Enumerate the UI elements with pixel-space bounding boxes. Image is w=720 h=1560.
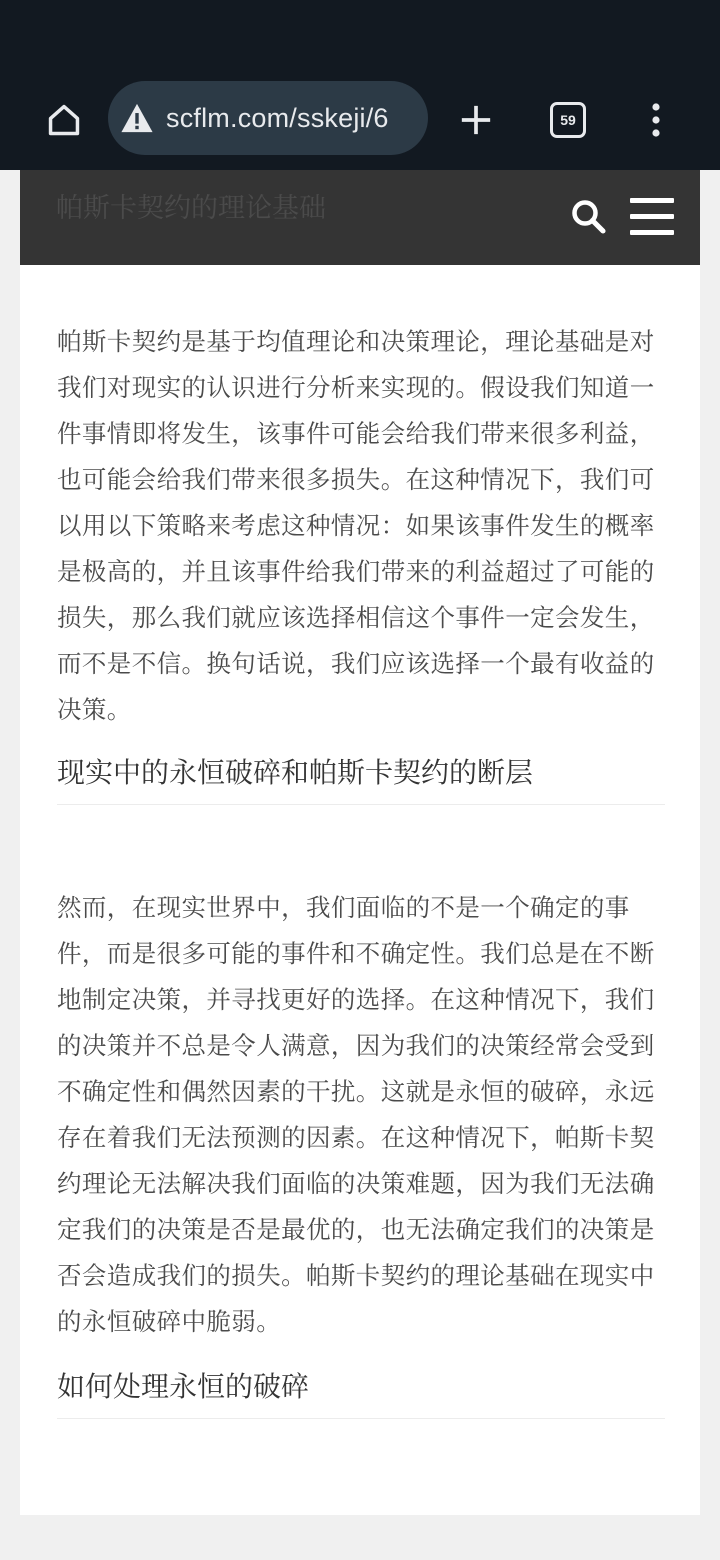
home-button[interactable]: [40, 96, 88, 144]
divider: [57, 1418, 665, 1419]
divider: [57, 804, 665, 805]
new-tab-button[interactable]: [452, 96, 500, 144]
page-footer-band: [20, 1515, 700, 1560]
section-heading-3: 如何处理永恒的破碎: [57, 1370, 310, 1403]
overflow-menu-button[interactable]: [632, 96, 680, 144]
warning-icon: [120, 101, 154, 135]
more-vert-icon: [651, 103, 661, 137]
tab-switcher-button[interactable]: [544, 96, 592, 144]
browser-toolbar: [0, 70, 720, 170]
search-icon[interactable]: [570, 198, 606, 234]
address-bar[interactable]: [108, 81, 428, 155]
article-body: [57, 319, 667, 1419]
paragraph-1: 帕斯卡契约是基于均值理论和决策理论，理论基础是对我们对现实的认识进行分析来实现的。假设我们知道一件事情即将发生，该事件可能会给我们带来很多利益，也可能会给我们带来很多损失。在这种情况下，我们可以用以下策略来考虑这种情况：如果该事件发生的概率是极高的，并且该事件给我们带来的利益超过了可能的损失，那么我们就应该选择相信这个事件一定会发生，而不是不信。换句话说，我们应该选择一个最有收益的决策。: [57, 327, 655, 724]
tab-count: 59: [550, 102, 586, 138]
section-heading-2: 现实中的永恒破碎和帕斯卡契约的断层: [57, 756, 534, 789]
url-text: scflm.com/sskeji/6: [166, 102, 389, 133]
header-ghost-text: 帕斯卡契约的理论基础: [56, 193, 326, 224]
site-header: [20, 170, 700, 265]
plus-icon: [459, 103, 493, 137]
paragraph-2: 然而，在现实世界中，我们面临的不是一个确定的事件，而是很多可能的事件和不确定性。我们总是在不断地制定决策，并寻找更好的选择。在这种情况下，我们的决策并不总是令人满意，因为我们的决策经常会受到不确定性和偶然因素的干扰。这就是永恒的破碎，永远存在着我们无法预测的因素。在这种情况下，帕斯卡契约理论无法解决我们面临的决策难题，因为我们无法确定我们的决策是否是最优的，也无法确定我们的决策是否会造成我们的损失。帕斯卡契约的理论基础在现实中的永恒破碎中脆弱。: [57, 893, 655, 1336]
web-page: [20, 170, 700, 1560]
menu-icon[interactable]: [630, 198, 674, 236]
status-bar: [0, 0, 720, 70]
home-icon: [45, 101, 83, 139]
